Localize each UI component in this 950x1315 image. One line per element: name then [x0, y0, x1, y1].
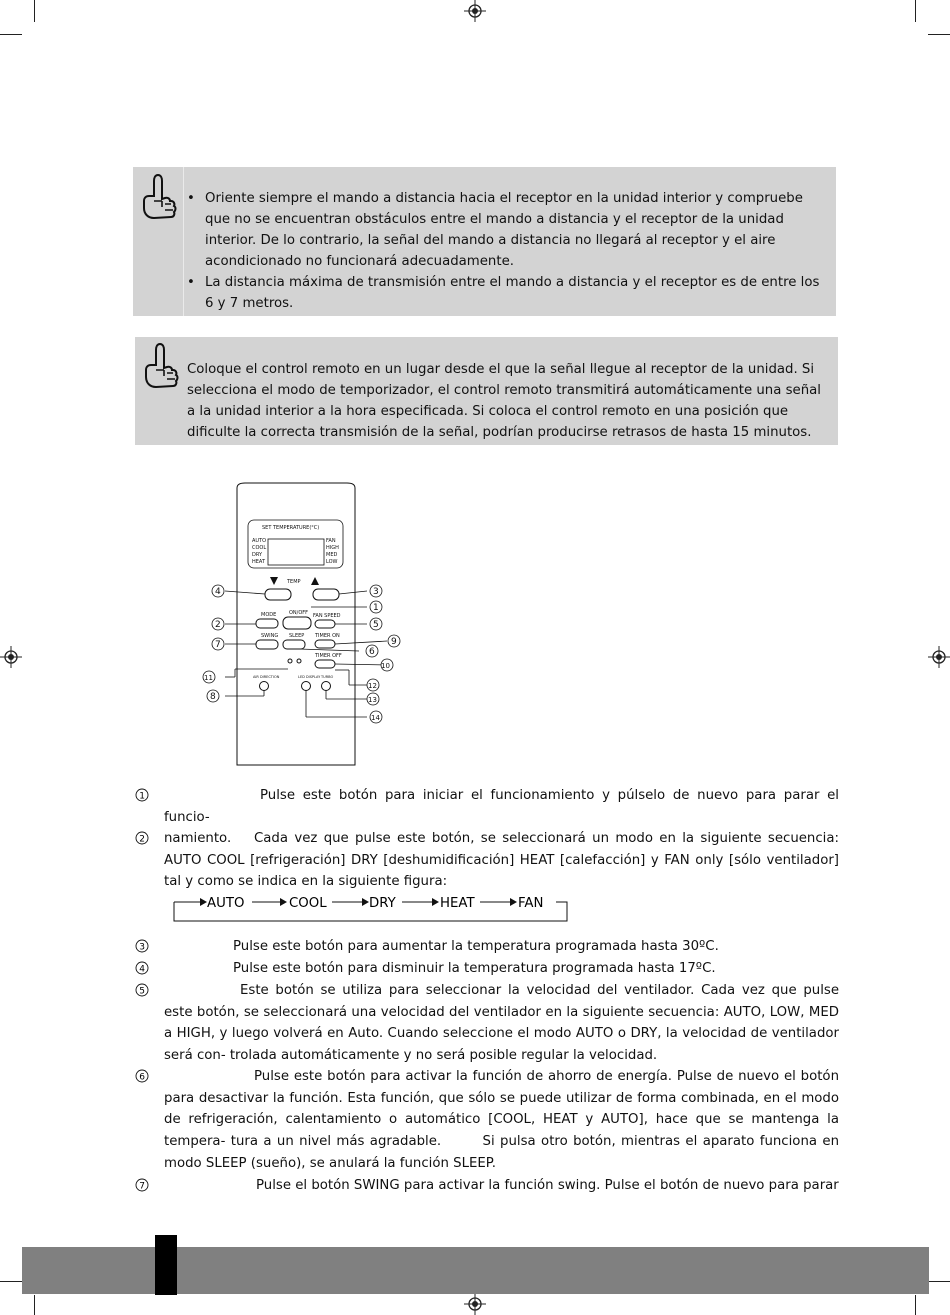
hand-pointing-icon	[138, 171, 178, 227]
crop-mark-top-right-h	[928, 34, 950, 35]
led-display-button-label: LED DISPLAY	[298, 675, 321, 679]
callout-number: 7	[215, 640, 221, 650]
circled-number	[135, 788, 151, 804]
callout-number: 5	[373, 620, 379, 630]
led-display-button[interactable]	[302, 682, 311, 691]
mode-label: COOL	[252, 545, 267, 551]
registration-mark-icon	[928, 646, 950, 668]
timer-on-button[interactable]	[315, 640, 335, 648]
sequence-step: AUTO	[207, 896, 245, 911]
registration-mark-icon	[0, 646, 22, 668]
svg-text:3: 3	[139, 942, 146, 953]
sequence-step: DRY	[369, 896, 396, 911]
callout-number: 1	[373, 603, 379, 613]
air-direction-button[interactable]	[260, 682, 269, 691]
crop-mark-bottom-right-h	[928, 1281, 950, 1282]
svg-text:1: 1	[139, 791, 146, 802]
note-icon-column	[133, 167, 184, 316]
description-text: Este botón se utiliza para seleccionar la velocidad del ventilador. Cada vez que pulse este botón, se seleccionará una velocidad del ventilador en la siguiente secuencia: AUTO, LOW, MED a HIGH, y luego volverá en Auto. Cuando seleccione el modo AUTO o DRY, la velocidad de ventilador será con- trolada automáticamente y no será posible regular la velocidad.	[164, 983, 839, 1064]
mode-label: HEAT	[252, 559, 266, 565]
callout-number: 11	[204, 674, 213, 682]
description-text: Pulse este botón para iniciar el funcionamiento y púlselo de nuevo para parar el funcio-	[164, 788, 839, 825]
description-text: Pulse este botón para disminuir la temperatura programada hasta 17ºC.	[233, 961, 716, 976]
callout-number: 14	[371, 714, 380, 722]
fan-speed-button[interactable]	[315, 620, 335, 628]
svg-text:5: 5	[139, 986, 146, 997]
fan-label: FAN	[326, 538, 336, 544]
mode-button[interactable]	[256, 619, 278, 628]
mode-sequence-diagram	[170, 892, 572, 924]
crop-mark-top-left-v	[34, 0, 35, 22]
crop-mark-bottom-left-h	[0, 1281, 22, 1282]
sequence-step: FAN	[518, 896, 544, 911]
onoff-button-label: ON/OFF	[289, 610, 309, 616]
note-bullet-text: Oriente siempre el mando a distancia hacia el receptor en la unidad interior y compruebe que no se encuentran obstáculos entre el mando a distancia y el receptor de la unidad interior. De lo contrario, la señal del mando a distancia no llegará al receptor y el aire acondicionado no funcionará adecuadamente.	[205, 191, 803, 269]
sleep-button[interactable]	[283, 640, 305, 649]
sequence-step: COOL	[289, 896, 327, 911]
description-text-cont: namiento.	[164, 831, 232, 847]
note-2-text: Coloque el control remoto en un lugar desde el que la señal llegue al receptor de la unidad. Si selecciona el modo de temporizador, el control remoto transmitirá automáticamente una señal a la unidad interior a la hora especificada. Si coloca el control remoto en una posición que dificulte la correcta transmisión de la señal, podrían producirse retrasos de hasta 15 minutos.	[187, 362, 821, 440]
circled-number	[135, 1069, 151, 1085]
hand-pointing-icon	[140, 340, 180, 396]
crop-mark-bottom-left-v	[34, 1295, 35, 1315]
note-bullet	[185, 272, 823, 314]
crop-mark-top-left-h	[0, 34, 22, 35]
circled-number	[135, 1178, 151, 1194]
fan-label: HIGH	[326, 545, 339, 551]
bullet-symbol: •	[187, 191, 195, 206]
fan-speed-button-label: FAN SPEED	[313, 613, 341, 619]
temp-down-button[interactable]	[265, 589, 291, 600]
svg-text:4: 4	[139, 964, 146, 975]
svg-text:6: 6	[139, 1072, 146, 1083]
footer-page-tab	[155, 1235, 177, 1295]
mode-label: AUTO	[252, 538, 267, 544]
fan-label: MED	[326, 552, 338, 558]
svg-text:2: 2	[139, 834, 146, 845]
note-box-2	[135, 337, 838, 445]
onoff-button[interactable]	[283, 617, 311, 629]
circled-number	[135, 961, 151, 977]
description-item-6	[135, 1066, 839, 1175]
callout-number: 9	[391, 637, 397, 647]
display-title: SET TEMPERATURE(°C)	[262, 525, 320, 531]
turbo-button[interactable]	[322, 682, 331, 691]
description-item-7	[135, 1175, 839, 1197]
temp-label: TEMP	[287, 579, 301, 585]
timer-off-button-label: TIMER OFF	[315, 653, 342, 659]
crop-mark-top-right-v	[915, 0, 916, 22]
callout-number: 3	[373, 587, 379, 597]
callout-number: 4	[215, 587, 221, 597]
air-direction-button-label: AIR DIRECTION	[253, 675, 280, 679]
callout-number: 6	[369, 647, 375, 657]
svg-text:7: 7	[139, 1181, 146, 1192]
mode-button-label: MODE	[261, 612, 277, 618]
circled-number	[135, 831, 151, 847]
bullet-symbol: •	[187, 275, 195, 290]
registration-mark-icon	[464, 0, 486, 22]
callout-number: 2	[215, 620, 221, 630]
temp-up-button[interactable]	[313, 589, 339, 600]
circled-number	[135, 939, 151, 955]
registration-mark-icon	[464, 1293, 486, 1315]
description-text: Pulse este botón para aumentar la temperatura programada hasta 30ºC.	[233, 939, 719, 954]
description-text-b: Si pulsa otro botón, mientras el aparato funciona en modo SLEEP (sueño), se anulará la función SLEEP.	[164, 1134, 840, 1171]
callout-number: 10	[381, 662, 390, 670]
note-box-1	[133, 167, 836, 316]
mode-label: DRY	[252, 552, 263, 558]
callout-number: 12	[368, 682, 377, 690]
sequence-step: HEAT	[440, 896, 475, 911]
sleep-button-label: SLEEP	[289, 633, 305, 639]
description-item-4	[135, 958, 839, 980]
turbo-button-label: TURBO	[321, 675, 334, 679]
swing-button[interactable]	[256, 640, 278, 649]
fan-label: LOW	[326, 559, 338, 565]
description-text: Pulse el botón SWING para activar la función swing. Pulse el botón de nuevo para parar	[256, 1178, 839, 1193]
description-text: Pulse este botón para activar la función de ahorro de energía. Pulse de nuevo el botón para desactivar la función. Esta función, que sólo se puede utilizar de forma combinada, en el modo de refrigeración, calentamiento o automático [COOL, HEAT y AUTO], hace que se mantenga la tempera- tura a un nivel más agradable.	[164, 1069, 839, 1150]
timer-off-button[interactable]	[315, 660, 335, 668]
swing-button-label: SWING	[261, 633, 279, 639]
description-item-5	[135, 980, 839, 1067]
circled-number	[135, 983, 151, 999]
callout-number: 8	[210, 692, 216, 702]
note-bullet	[185, 188, 823, 272]
timer-on-button-label: TIMER ON	[315, 633, 340, 639]
description-item-3	[135, 936, 839, 958]
note-1-bullets	[185, 188, 823, 314]
remote-control-diagram	[195, 480, 425, 770]
crop-mark-bottom-right-v	[915, 1295, 916, 1315]
description-item-2	[135, 828, 839, 893]
callout-number: 13	[368, 696, 377, 704]
description-text: Cada vez que pulse este botón, se seleccionará un modo en la siguiente secuencia: AUTO COOL [refrigeración] DRY [deshumidificación] HEAT [calefacción] y FAN only [sólo ventilador] tal y como se indica en la siguiente figura:	[164, 831, 839, 890]
note-bullet-text: La distancia máxima de transmisión entre el mando a distancia y el receptor es de entre los 6 y 7 metros.	[205, 275, 820, 311]
